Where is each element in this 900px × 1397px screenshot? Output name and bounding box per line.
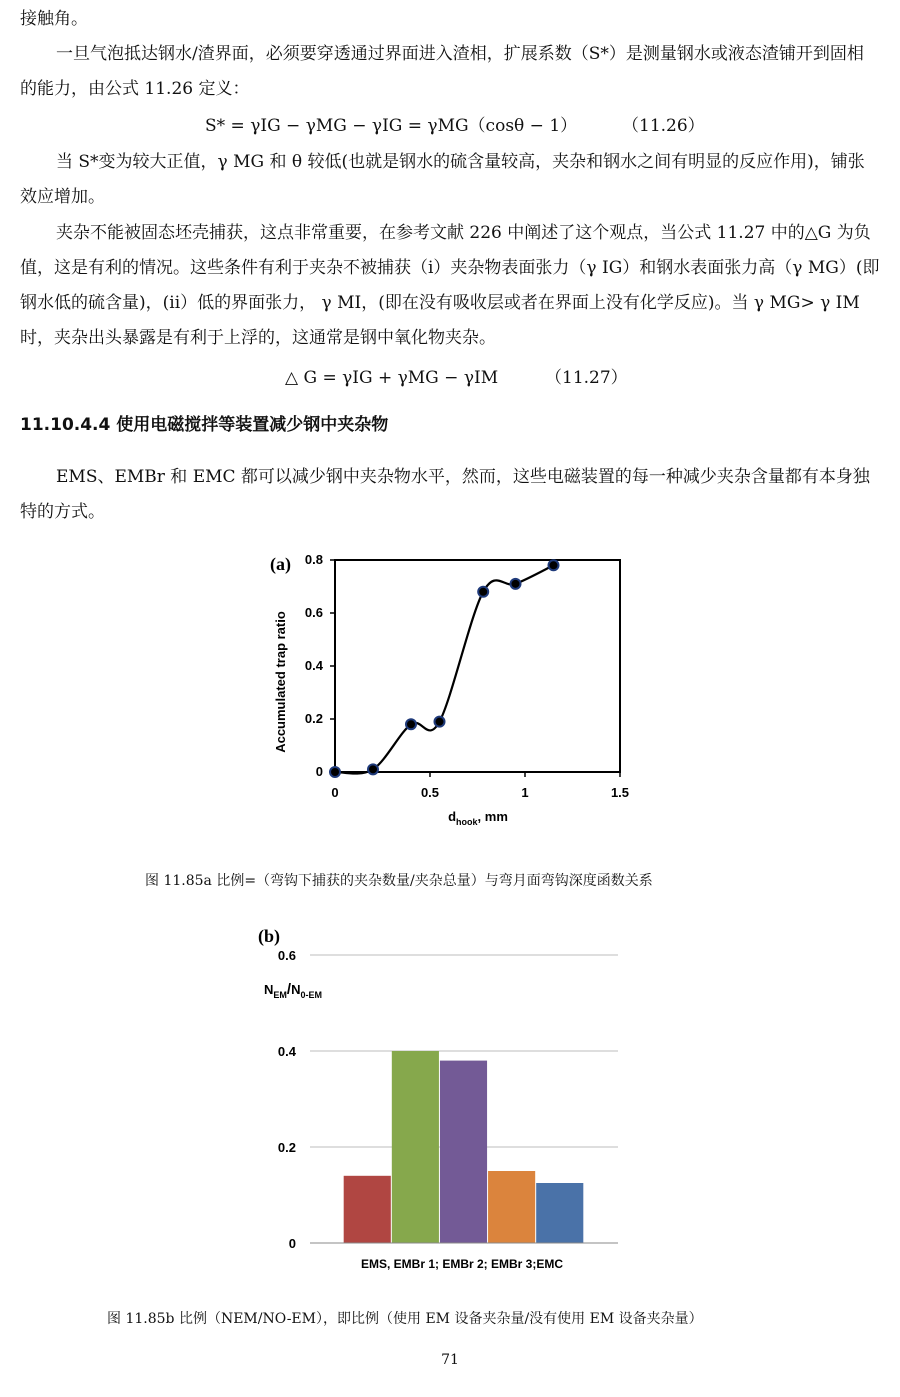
paragraph-1: 一旦气泡抵达钢水/渣界面，必须要穿透通过界面进入渣相，扩展系数（S*）是测量钢水或液态渣铺开到固相的能力，由公式 11.26 定义： xyxy=(20,44,864,99)
chart-b-y-tick-label: 0.2 xyxy=(277,1140,296,1155)
chart-a-panel-label: (a) xyxy=(270,554,291,574)
chart-a-data-point xyxy=(330,767,340,777)
chart-b-y-axis-title: $N_{EM}/N_{0-EM}$ xyxy=(264,981,322,1000)
chart-a-series-line xyxy=(335,565,554,773)
chart-b-x-axis-title: EMS, EMBr 1; EMBr 2; EMBr 3;EMC xyxy=(360,1257,564,1271)
section-heading: 11.10.4.4 使用电磁搅拌等装置减少钢中夹杂物 xyxy=(20,415,389,435)
chart-a-data-point xyxy=(435,717,445,727)
page-number: 71 xyxy=(441,1352,459,1368)
chart-a-y-tick-label: 0.6 xyxy=(304,605,323,620)
chart-b-bar xyxy=(488,1171,535,1243)
chart-a-x-tick-label: 0 xyxy=(331,785,339,800)
paragraph-2: 当 S*变为较大正值，γ MG 和 θ 较低(也就是钢水的硫含量较高，夹杂和钢水之间有明显的反应作用)，铺张效应增加。 xyxy=(20,152,865,207)
chart-a-data-point xyxy=(368,764,378,774)
chart-b-y-tick-label: 0 xyxy=(288,1236,296,1251)
chart-a-x-tick-label: 1 xyxy=(521,785,529,800)
chart-a-x-axis-title: $d_{hook}$, mm xyxy=(448,809,508,827)
chart-a-data-point xyxy=(406,719,416,729)
paragraph-4: EMS、EMBr 和 EMC 都可以减少钢中夹杂物水平，然而，这些电磁装置的每一种减少夹杂含量都有本身独特的方式。 xyxy=(20,467,870,522)
figure-b-bar-chart xyxy=(240,920,660,1280)
chart-a-y-tick-label: 0 xyxy=(315,764,323,779)
paragraph-3: 夹杂不能被固态坯壳捕获，这点非常重要，在参考文献 226 中阐述了这个观点，当公式 11.27 中的△G 为负值，这是有利的情况。这些条件有利于夹杂不被捕获（i）夹杂物表面张力（γ IG）和钢水表面张力高（γ MG）(即钢水低的硫含量)，(ii）低的界面张力， γ MI，(即在没有吸收层或者在界面上没有化学反应)。当 γ MG> γ IM时，夹杂出头暴露是有利于上浮的，这通常是钢中氧化物夹杂。 xyxy=(20,223,880,348)
chart-b-bar xyxy=(440,1061,487,1243)
equation-11-26: S* = γIG − γMG − γIG = γMG（cosθ − 1） xyxy=(205,116,578,136)
equation-11-26-number: （11.26） xyxy=(622,116,705,136)
chart-a-y-tick-label: 0.2 xyxy=(304,711,323,726)
chart-b-panel-label: (b) xyxy=(258,926,280,946)
chart-b-bar xyxy=(344,1176,391,1243)
chart-b-bar xyxy=(536,1183,583,1243)
chart-a-data-point xyxy=(549,560,559,570)
chart-a-y-tick-label: 0.4 xyxy=(304,658,323,673)
paragraph-0: 接触角。 xyxy=(20,9,88,29)
chart-a-x-tick-label: 0.5 xyxy=(420,785,440,800)
figure-a-caption: 图 11.85a 比例=（弯钩下捕获的夹杂数量/夹杂总量）与弯月面弯钩深度函数关系 xyxy=(145,873,653,889)
chart-a-y-tick-label: 0.8 xyxy=(304,552,323,567)
equation-11-27-number: （11.27） xyxy=(545,368,628,388)
chart-b-y-tick-label: 0.4 xyxy=(277,1044,296,1059)
figure-a-line-chart xyxy=(260,545,650,835)
chart-b-y-tick-label: 0.6 xyxy=(277,948,296,963)
figure-b-caption: 图 11.85b 比例（NEM/NO-EM），即比例（使用 EM 设备夹杂量/没有使用 EM 设备夹杂量） xyxy=(107,1311,703,1327)
equation-11-27: △ G = γIG + γMG − γIM xyxy=(285,368,499,388)
chart-a-y-axis-title: Accumulated trap ratio xyxy=(273,611,288,753)
chart-a-data-point xyxy=(511,579,521,589)
chart-a-data-point xyxy=(478,587,488,597)
chart-b-bar xyxy=(392,1051,439,1243)
chart-a-x-tick-label: 1.5 xyxy=(610,785,630,800)
